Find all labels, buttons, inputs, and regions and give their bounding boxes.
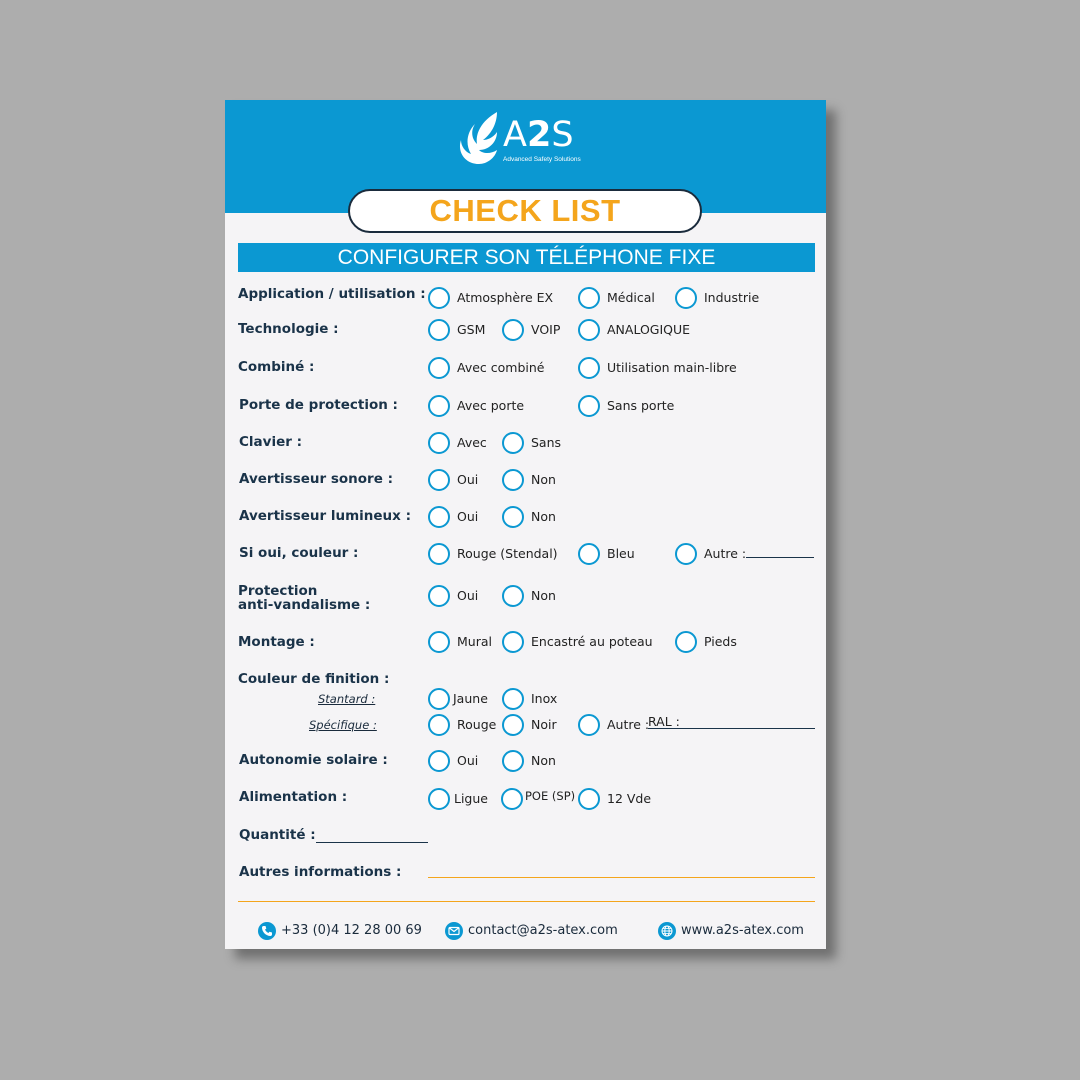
clavier-label: Clavier :: [239, 434, 302, 450]
checklist-sheet: A2S Advanced Safety Solutions CHECK LIST CONFIGURER SON TÉLÉPHONE FIXE Application / utilisation : Atmosphère EX Médical Industrie Technologie : GSM VOIP ANALOGIQUE Combiné : Avec combiné Utilisation main-libre Porte de protection : Avec porte Sans porte Clavier : Avec Sans Avertisseur sonore : Oui Non Avertisseur lumineux : Oui Non Si oui, couleur : Rouge (Stendal) Bleu Autre : Protection anti-vandalisme : Oui Non Montage : Mural Encastré au poteau Pieds Couleur de finition : Stantard : Jaune Inox Spécifique : Rouge Noir Autre : RAL : Autonomie solaire : Oui Non Alimentation : Ligue POE (SP) 12 Vde Quantité : Autres informations : +33 (0)4 12 28 00 69 contact@a2s-atex.com www.a2s-atex.com: [225, 100, 826, 949]
radio-circle[interactable]: [428, 631, 450, 653]
lumineux-label: Avertisseur lumineux :: [239, 508, 411, 524]
radio-circle[interactable]: [428, 750, 450, 772]
radio-circle[interactable]: [428, 585, 450, 607]
radio-circle[interactable]: [502, 432, 524, 454]
standard-label: Stantard :: [318, 692, 376, 706]
radio-circle[interactable]: [502, 585, 524, 607]
radio-circle[interactable]: [428, 714, 450, 736]
radio-circle[interactable]: [578, 319, 600, 341]
phone-text: +33 (0)4 12 28 00 69: [281, 923, 422, 938]
radio-circle[interactable]: [502, 469, 524, 491]
autres-field[interactable]: [428, 877, 815, 878]
radio-circle[interactable]: [428, 543, 450, 565]
vandalisme-label-line1: Protection: [238, 583, 318, 599]
application-label: Application / utilisation :: [238, 286, 426, 302]
radio-circle[interactable]: [502, 750, 524, 772]
radio-circle[interactable]: [428, 688, 450, 710]
sonore-label: Avertisseur sonore :: [239, 471, 393, 487]
radio-circle[interactable]: [502, 714, 524, 736]
couleur-label: Si oui, couleur :: [239, 545, 359, 561]
radio-circle[interactable]: [578, 357, 600, 379]
radio-circle[interactable]: [428, 319, 450, 341]
radio-circle[interactable]: [578, 714, 600, 736]
footer-divider: [238, 901, 815, 902]
radio-circle[interactable]: [578, 395, 600, 417]
radio-circle[interactable]: [428, 432, 450, 454]
radio-circle[interactable]: [501, 788, 523, 810]
radio-circle[interactable]: [428, 395, 450, 417]
email-icon: [445, 922, 463, 940]
radio-circle[interactable]: [428, 287, 450, 309]
quantite-field[interactable]: [316, 842, 428, 843]
alimentation-label: Alimentation :: [239, 789, 348, 805]
website-text: www.a2s-atex.com: [681, 923, 804, 938]
radio-circle[interactable]: [675, 287, 697, 309]
radio-circle[interactable]: [675, 543, 697, 565]
radio-circle[interactable]: [502, 319, 524, 341]
email-text: contact@a2s-atex.com: [468, 923, 618, 938]
radio-circle[interactable]: [502, 688, 524, 710]
finition-label: Couleur de finition :: [238, 671, 390, 687]
radio-circle[interactable]: [502, 506, 524, 528]
radio-circle[interactable]: [428, 357, 450, 379]
technologie-label: Technologie :: [238, 321, 339, 337]
radio-circle[interactable]: [578, 287, 600, 309]
page-title: CHECK LIST: [429, 193, 621, 228]
radio-circle[interactable]: [578, 788, 600, 810]
wing-logo-icon: [457, 110, 501, 166]
radio-circle[interactable]: [675, 631, 697, 653]
subtitle-banner: CONFIGURER SON TÉLÉPHONE FIXE: [238, 243, 815, 272]
globe-icon: [658, 922, 676, 940]
title-pill: [348, 189, 702, 233]
autres-label: Autres informations :: [239, 864, 402, 880]
vandalisme-label-line2: anti-vandalisme :: [238, 597, 371, 613]
quantite-label: Quantité :: [239, 827, 316, 843]
logo-wordmark: A2S: [503, 115, 574, 155]
phone-icon: [258, 922, 276, 940]
radio-circle[interactable]: [428, 788, 450, 810]
ral-field[interactable]: [648, 728, 815, 729]
combine-label: Combiné :: [238, 359, 315, 375]
specifique-label: Spécifique :: [309, 718, 377, 732]
radio-circle[interactable]: [428, 469, 450, 491]
montage-label: Montage :: [238, 634, 315, 650]
radio-circle[interactable]: [502, 631, 524, 653]
radio-circle[interactable]: [428, 506, 450, 528]
porte-label: Porte de protection :: [239, 397, 398, 413]
a2s-logo: [457, 106, 627, 176]
solaire-label: Autonomie solaire :: [239, 752, 388, 768]
logo-tagline: Advanced Safety Solutions: [503, 156, 581, 163]
autre-couleur-field[interactable]: [746, 557, 814, 558]
radio-circle[interactable]: [578, 543, 600, 565]
ral-label: RAL :: [648, 714, 680, 729]
